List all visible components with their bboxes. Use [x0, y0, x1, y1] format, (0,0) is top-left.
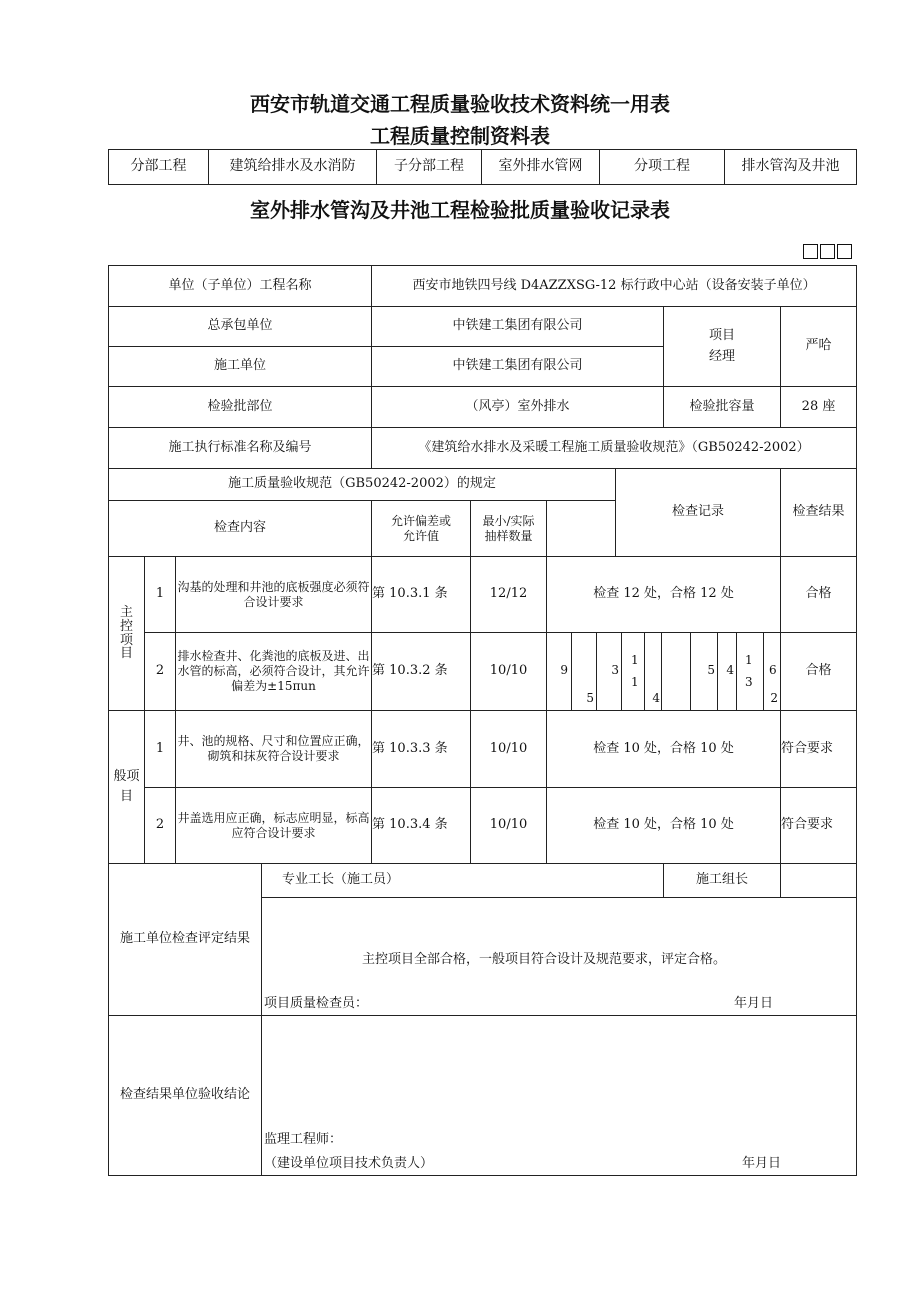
unit-name-value: 西安市地铁四号线 D4AZZXSG-12 标行政中心站（设备安装子单位）: [372, 266, 857, 307]
main-item-sample: 12/12: [471, 557, 547, 633]
division-value: 建筑给排水及水消防: [209, 150, 377, 185]
main-item-record: 检查 12 处，合格 12 处: [547, 557, 781, 633]
tolerance-header-line-2: 允许值: [403, 528, 440, 543]
code-box: [803, 244, 818, 259]
result-header: 检查结果: [781, 469, 857, 557]
batch-part-value: （风亭）室外排水: [372, 387, 664, 428]
check-content-header: 检查内容: [109, 501, 372, 557]
general-item-no: 2: [145, 788, 176, 864]
construction-check-result: [262, 898, 857, 1016]
subitem-label: 分项工程: [600, 150, 725, 185]
general-item-result: 符合要求: [781, 788, 857, 864]
main-items-group-label: 主 控 项 目: [109, 557, 145, 711]
main-item-content: 沟基的处理和井池的底板强度必须符合设计要求: [176, 557, 372, 633]
measurement-grid: [547, 633, 780, 710]
form-code-boxes: [803, 244, 854, 263]
quality-inspector-label: 项目质量检查员：: [264, 996, 369, 1011]
general-contractor-label: 总承包单位: [109, 307, 372, 347]
construction-conclusion: 主控项目全部合格，一般项目符合设计及规范要求，评定合格。: [362, 952, 727, 967]
general-item-content: 井盖选用应正确，标志应明显，标高应符合设计要求: [176, 788, 372, 864]
supervision-date-label: 年月日: [742, 1156, 782, 1171]
main-item-no: 1: [145, 557, 176, 633]
main-item-sample: 10/10: [471, 633, 547, 711]
division-header-table: [108, 149, 857, 185]
general-item-content: 井、池的规格、尺寸和位置应正确，砌筑和抹灰符合设计要求: [176, 711, 372, 788]
main-item-result: 合格: [781, 633, 857, 711]
inspection-record-table: [108, 265, 857, 1176]
measurement-cell: 1 3: [737, 633, 764, 710]
standard-label: 施工执行标准名称及编号: [109, 428, 372, 469]
manager-label: [664, 307, 781, 387]
construction-date-label: 年月日: [734, 996, 774, 1011]
main-item-result: 合格: [781, 557, 857, 633]
general-item-clause: 第 10.3.4 条: [372, 788, 471, 864]
batch-part-label: 检验批部位: [109, 387, 372, 428]
general-contractor-value: 中铁建工集团有限公司: [372, 307, 664, 347]
team-leader-label: 施工组长: [664, 864, 781, 898]
measurement-cell: 9: [547, 633, 572, 710]
measurement-cell: 5: [691, 633, 718, 710]
code-box: [820, 244, 835, 259]
measurement-cells: [547, 633, 781, 711]
general-item-sample: 10/10: [471, 711, 547, 788]
supervision-label: 检查结果单位验收结论: [109, 1016, 262, 1176]
document-title: 西安市轨道交通工程质量验收技术资料统一用表: [250, 92, 670, 116]
general-item-record: 检查 10 处，合格 10 处: [547, 711, 781, 788]
main-item-clause: 第 10.3.1 条: [372, 557, 471, 633]
general-item-record: 检查 10 处，合格 10 处: [547, 788, 781, 864]
main-item-content: 排水检查井、化粪池的底板及进、出水管的标高，必须符合设计，其允许偏差为±15πun: [176, 633, 372, 711]
measurement-cell: 5: [572, 633, 597, 710]
general-item-clause: 第 10.3.3 条: [372, 711, 471, 788]
sample-header-line-2: 抽样数量: [484, 528, 533, 543]
general-items-group-label: 般项 目: [109, 711, 145, 864]
manager-value: 严哈: [781, 307, 857, 387]
document-subtitle: 工程质量控制资料表: [370, 124, 550, 148]
manager-label-line-2: 经理: [709, 348, 736, 364]
foreman-label: 专业工长（施工员）: [262, 864, 664, 898]
general-item-result: 符合要求: [781, 711, 857, 788]
record-header: 检查记录: [616, 469, 781, 557]
sample-header: [471, 501, 547, 557]
subitem-value: 排水管沟及井池: [725, 150, 857, 185]
general-item-no: 1: [145, 711, 176, 788]
construction-check-label: 施工单位检查评定结果: [109, 864, 262, 1016]
measurement-cell: 1 1: [622, 633, 645, 710]
batch-capacity-value: 28 座: [781, 387, 857, 428]
unit-name-label: 单位（子单位）工程名称: [109, 266, 372, 307]
team-leader-value: [781, 864, 857, 898]
tolerance-header-line-1: 允许偏差或: [391, 513, 452, 528]
manager-label-line-1: 项目: [709, 328, 736, 344]
measurement-cell: 6 2: [769, 663, 779, 706]
measurement-cell: 3: [597, 633, 622, 710]
measurement-cell: [662, 633, 691, 710]
supervision-result: [262, 1016, 857, 1176]
code-box: [837, 244, 852, 259]
standard-value: 《建筑给水排水及采暖工程施工质量验收规范》（GB50242-2002）: [372, 428, 857, 469]
form-title: 室外排水管沟及井池工程检验批质量验收记录表: [250, 198, 670, 222]
sample-header-line-1: 最小/实际: [482, 513, 535, 528]
batch-capacity-label: 检验批容量: [664, 387, 781, 428]
subdivision-label: 子分部工程: [377, 150, 482, 185]
main-item-clause: 第 10.3.2 条: [372, 633, 471, 711]
measurement-cell: 4: [718, 633, 737, 710]
construction-unit-value: 中铁建工集团有限公司: [372, 347, 664, 387]
measurement-cell: 4: [645, 633, 662, 710]
general-item-sample: 10/10: [471, 788, 547, 864]
construction-unit-label: 施工单位: [109, 347, 372, 387]
owner-technical-lead-label: （建设单位项目技术负责人）: [264, 1156, 434, 1171]
spec-header: 施工质量验收规范（GB50242-2002）的规定: [109, 469, 616, 501]
division-label: 分部工程: [109, 150, 209, 185]
tolerance-header: [372, 501, 471, 557]
subdivision-value: 室外排水管网: [482, 150, 600, 185]
supervision-engineer-label: 监理工程师：: [264, 1132, 343, 1147]
main-item-no: 2: [145, 633, 176, 711]
